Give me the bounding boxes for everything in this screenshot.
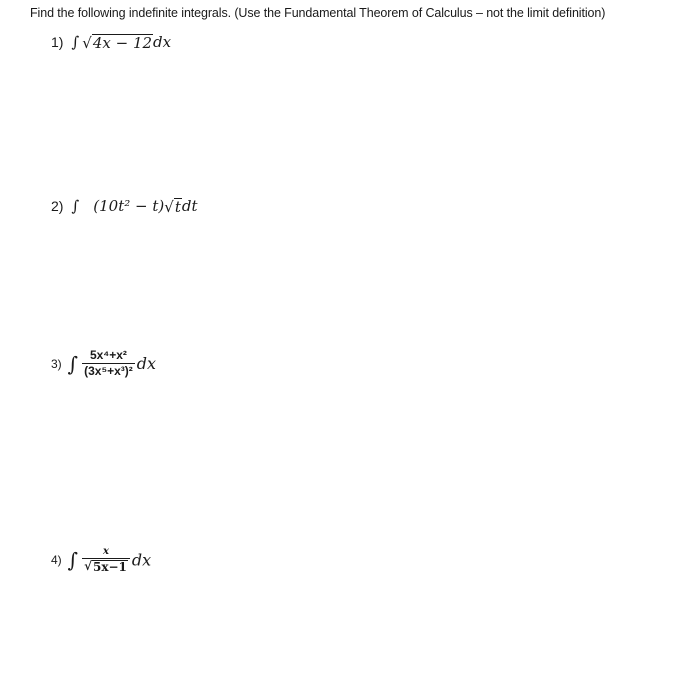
problem-2 <box>51 196 197 216</box>
problem-number: 1) <box>51 34 64 50</box>
square-root <box>82 34 153 52</box>
fraction <box>82 349 135 378</box>
integrand <box>93 197 197 216</box>
problem-4 <box>51 546 151 574</box>
radicand: t <box>174 197 181 216</box>
radical-sign: √ <box>164 197 174 216</box>
differential: dt <box>181 196 198 215</box>
polynomial-factor: (10t² − t) <box>93 196 165 215</box>
radical-sign: √ <box>84 559 92 573</box>
problem-number: 3) <box>51 356 62 371</box>
radicand: 5x−1 <box>92 560 127 574</box>
fraction <box>82 546 130 574</box>
instructions-text: Find the following indefinite integrals. (Use the Fundamental Theorem of Calculus – not the limit definition) <box>30 6 606 20</box>
radical-sign: √ <box>82 33 92 52</box>
square-root <box>164 198 182 216</box>
square-root <box>84 560 128 574</box>
radicand: 4x − 12 <box>92 33 153 52</box>
problem-number: 2) <box>51 198 64 214</box>
numerator: 5x⁴+x² <box>89 348 127 362</box>
problem-3 <box>51 349 156 378</box>
differential: dx <box>136 354 157 374</box>
problem-1 <box>51 32 171 52</box>
integrand <box>82 33 171 52</box>
denominator: (3x⁵+x³)² <box>84 364 133 379</box>
integral-sign: ∫ <box>71 197 80 215</box>
differential: dx <box>131 550 152 570</box>
numerator: x <box>103 546 109 557</box>
differential: dx <box>153 32 172 51</box>
integral-sign: ∫ <box>71 33 80 51</box>
integral-sign: ∫ <box>67 548 79 573</box>
problem-number: 4) <box>51 553 62 568</box>
denominator <box>82 559 130 574</box>
integral-sign: ∫ <box>67 351 79 376</box>
